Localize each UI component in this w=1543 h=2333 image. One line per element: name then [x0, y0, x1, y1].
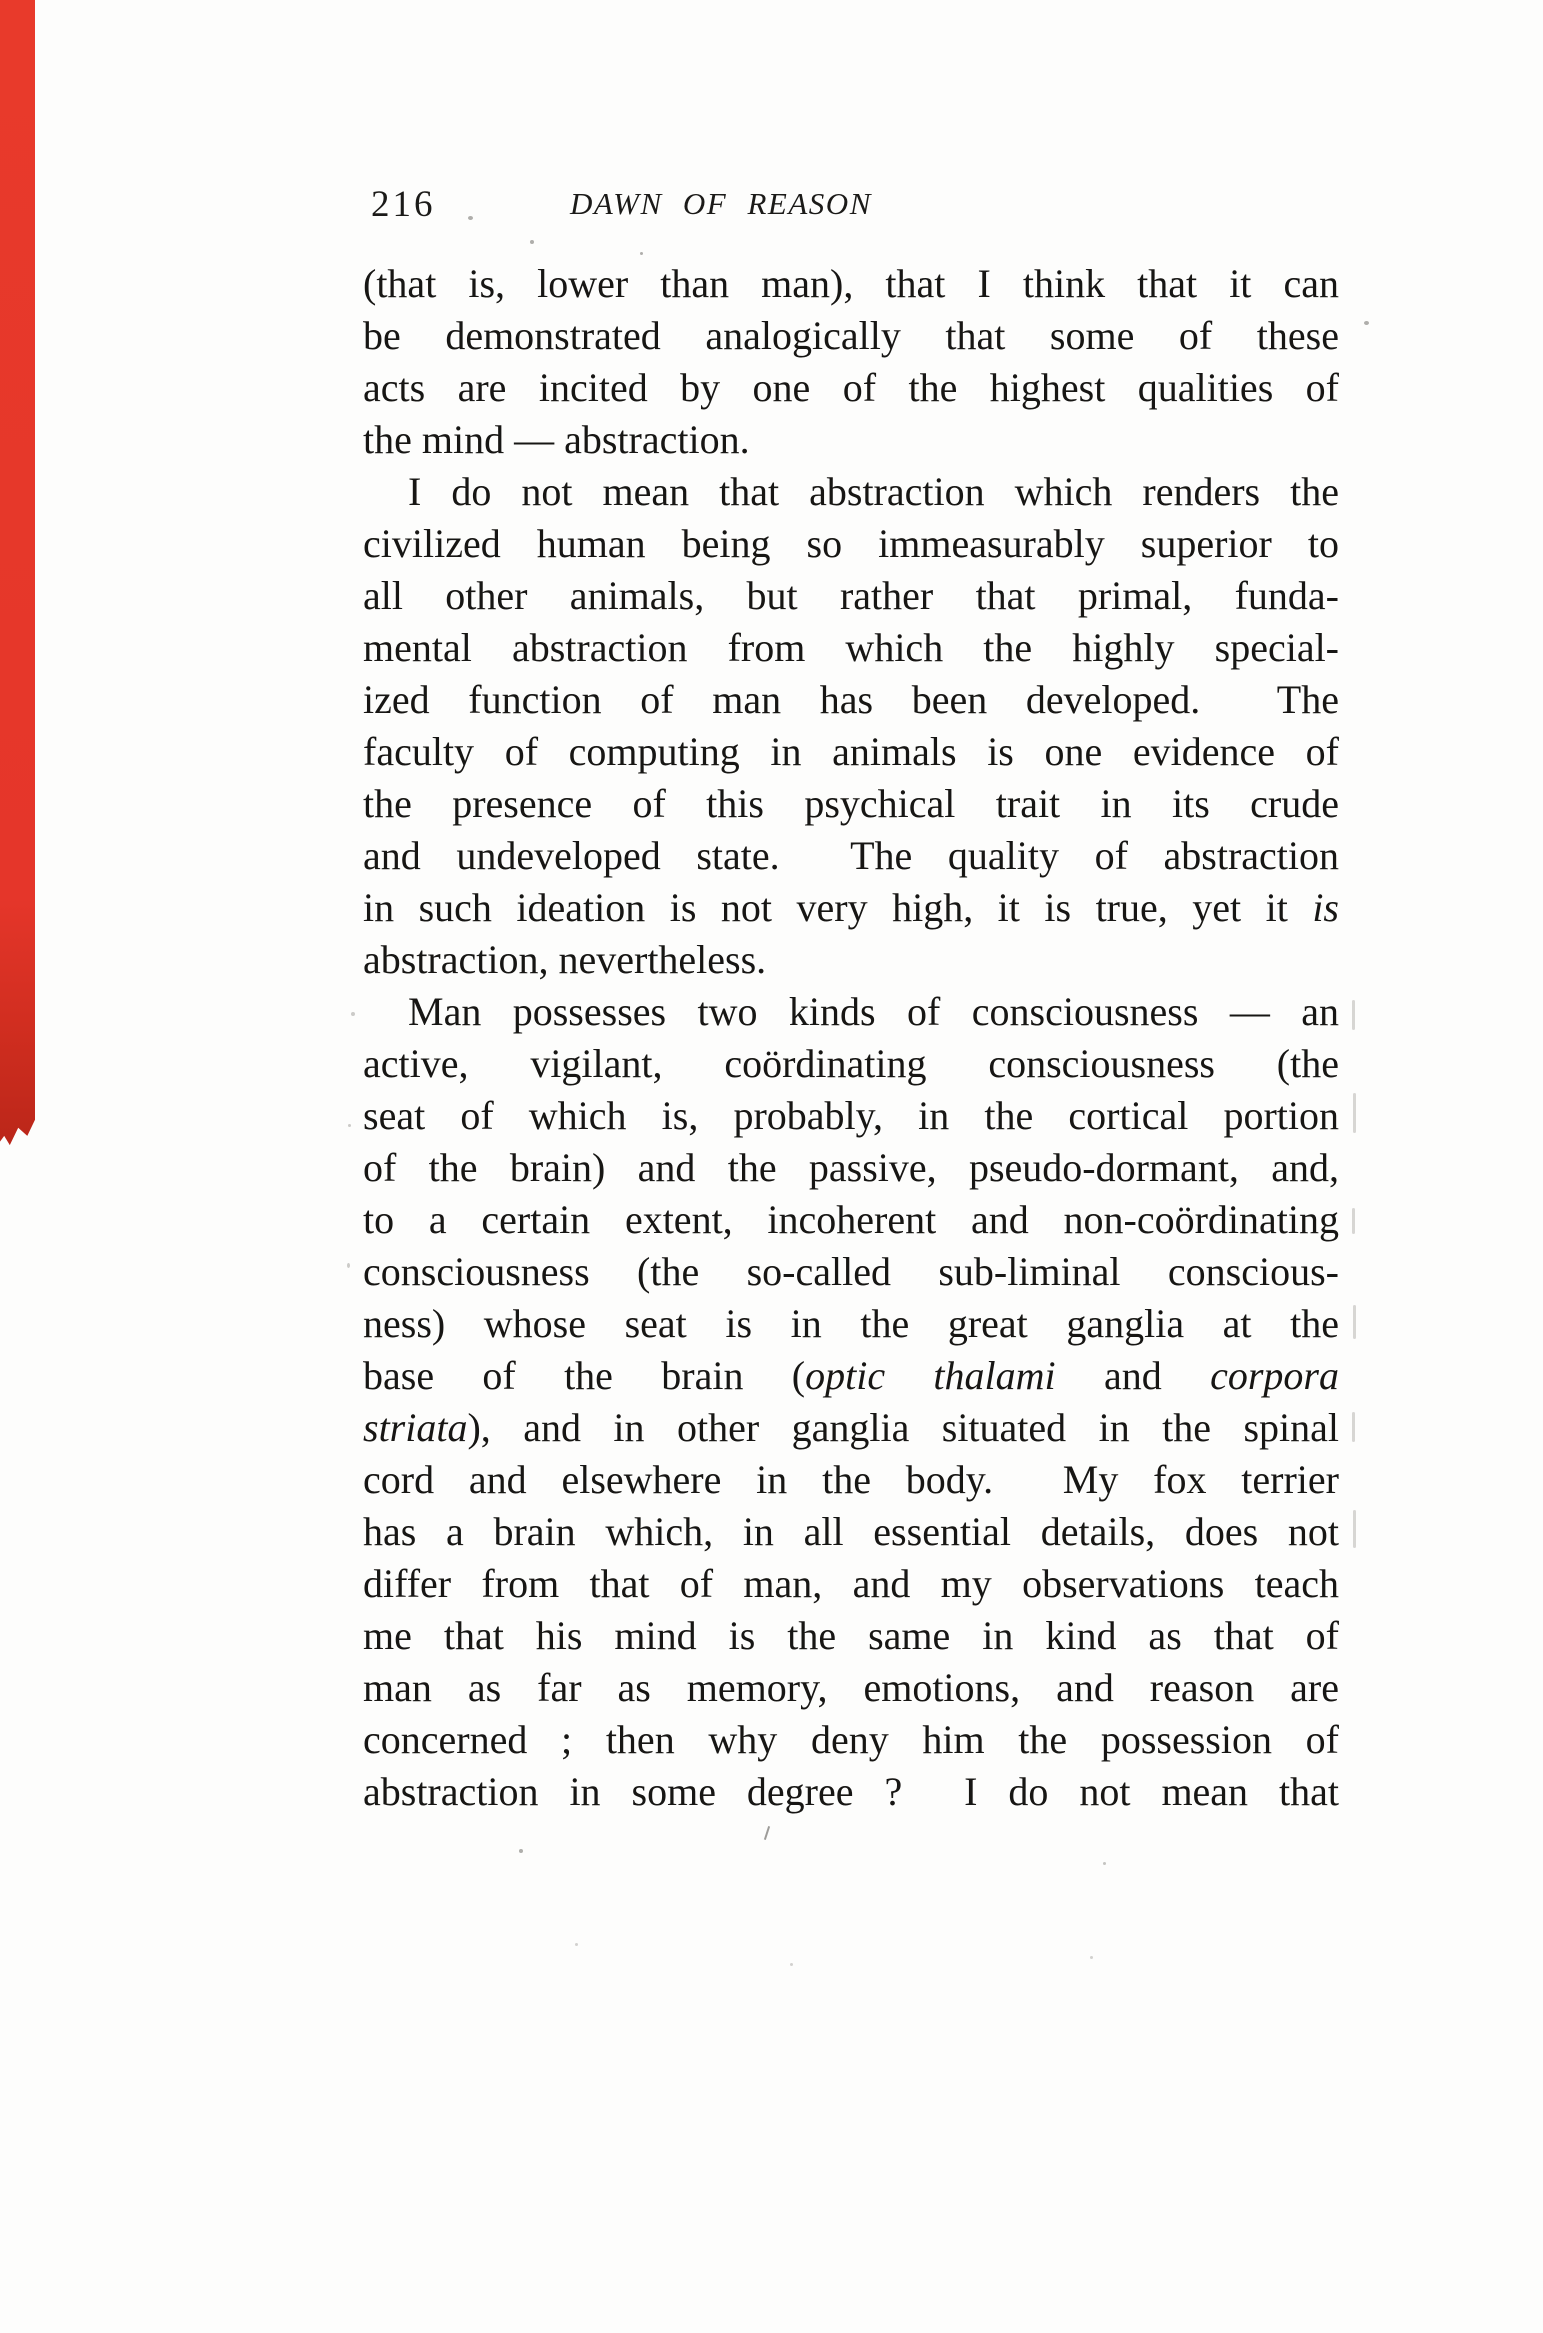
text-line — [363, 726, 1339, 778]
text-line — [363, 414, 1339, 466]
text-line — [363, 1246, 1339, 1298]
text-segment: and — [1055, 1353, 1211, 1398]
text-segment: acts are incited by one of the highest qualities of — [363, 365, 1339, 410]
text-segment: the mind — abstraction. — [363, 417, 750, 462]
text-line — [363, 1506, 1339, 1558]
text-segment: be demonstrated analogically that some of these — [363, 313, 1339, 358]
text-line — [363, 674, 1339, 726]
scan-edge-mark — [1353, 1510, 1356, 1548]
text-segment: seat of which is, probably, in the cortical portion — [363, 1093, 1339, 1138]
scan-speck — [530, 240, 534, 244]
text-line — [363, 1090, 1339, 1142]
scan-speck — [347, 1263, 350, 1268]
scan-edge-mark — [1352, 1208, 1355, 1234]
text-segment: all other animals, but rather that primal, funda- — [363, 573, 1339, 618]
text-segment: man as far as memory, emotions, and reason are — [363, 1665, 1339, 1710]
scan-speck — [764, 1826, 770, 1840]
scan-edge-mark — [1352, 1000, 1355, 1030]
text-segment: (that is, lower than man), that I think that it can — [363, 261, 1339, 306]
text-line — [363, 362, 1339, 414]
scan-edge-mark — [1353, 1305, 1356, 1339]
text-segment: ), and in other ganglia situated in the spinal — [467, 1405, 1339, 1450]
running-title: DAWN OF REASON — [570, 186, 872, 221]
scan-speck — [640, 252, 643, 255]
text-segment: of the brain) and the passive, pseudo-dormant, and, — [363, 1145, 1339, 1190]
scan-speck — [348, 1124, 351, 1127]
scan-speck — [1090, 1956, 1093, 1959]
scan-speck — [468, 216, 473, 220]
text-line — [363, 830, 1339, 882]
text-line — [363, 1766, 1339, 1818]
text-segment: civilized human being so immeasurably superior to — [363, 521, 1339, 566]
text-segment: the presence of this psychical trait in its crude — [363, 781, 1339, 826]
text-line — [363, 1402, 1339, 1454]
text-segment: me that his mind is the same in kind as that of — [363, 1613, 1339, 1658]
italic-text-segment: striata — [363, 1405, 468, 1450]
text-segment: differ from that of man, and my observations teach — [363, 1561, 1339, 1606]
italic-text-segment: corpora — [1210, 1353, 1339, 1398]
text-line — [363, 1298, 1339, 1350]
scan-speck — [519, 1849, 523, 1853]
text-line — [363, 310, 1339, 362]
page-edge-strip — [0, 0, 35, 1152]
text-segment: base of the brain ( — [363, 1353, 806, 1398]
scan-speck — [1103, 1862, 1106, 1865]
text-segment: I do not mean that abstraction which renders the — [408, 469, 1339, 514]
text-segment: abstraction, nevertheless. — [363, 937, 767, 982]
text-segment: ized function of man has been developed. The — [363, 677, 1339, 722]
text-segment: and undeveloped state. The quality of abstraction — [363, 833, 1339, 878]
text-line — [363, 466, 1339, 518]
scan-edge-mark — [1352, 1412, 1355, 1442]
text-line — [363, 1662, 1339, 1714]
text-line — [363, 258, 1339, 310]
text-segment: cord and elsewhere in the body. My fox terrier — [363, 1457, 1339, 1502]
scan-speck — [351, 1012, 355, 1016]
scan-speck — [790, 1963, 793, 1966]
text-segment: concerned ; then why deny him the possession of — [363, 1717, 1339, 1762]
text-line — [363, 622, 1339, 674]
text-segment: to a certain extent, incoherent and non-coördinating — [363, 1197, 1339, 1242]
text-line — [363, 1142, 1339, 1194]
text-line — [363, 518, 1339, 570]
text-line — [363, 1038, 1339, 1090]
text-line — [363, 934, 1339, 986]
text-segment: mental abstraction from which the highly special- — [363, 625, 1339, 670]
text-segment: faculty of computing in animals is one evidence of — [363, 729, 1339, 774]
italic-text-segment: is — [1312, 885, 1339, 930]
text-line — [363, 1350, 1339, 1402]
text-segment: ness) whose seat is in the great ganglia at the — [363, 1301, 1339, 1346]
text-segment: consciousness (the so-called sub-liminal conscious- — [363, 1249, 1339, 1294]
text-line — [363, 1610, 1339, 1662]
text-segment: abstraction in some degree ? I do not mean that — [363, 1769, 1339, 1814]
text-line — [363, 882, 1339, 934]
scan-edge-mark — [1353, 1093, 1356, 1133]
text-line — [363, 1558, 1339, 1610]
text-line — [363, 778, 1339, 830]
page-number: 216 — [371, 184, 436, 225]
text-line — [363, 1714, 1339, 1766]
text-line — [363, 986, 1339, 1038]
text-line — [363, 1454, 1339, 1506]
text-segment: in such ideation is not very high, it is true, yet it — [363, 885, 1313, 930]
scan-speck — [575, 1943, 578, 1946]
text-segment: active, vigilant, coördinating consciousness (the — [363, 1041, 1339, 1086]
text-line — [363, 570, 1339, 622]
italic-text-segment: optic thalami — [805, 1353, 1056, 1398]
text-segment: has a brain which, in all essential details, does not — [363, 1509, 1339, 1554]
body-text — [363, 258, 1339, 1818]
scan-speck — [1364, 321, 1369, 325]
text-line — [363, 1194, 1339, 1246]
text-segment: Man possesses two kinds of consciousness — an — [408, 989, 1339, 1034]
